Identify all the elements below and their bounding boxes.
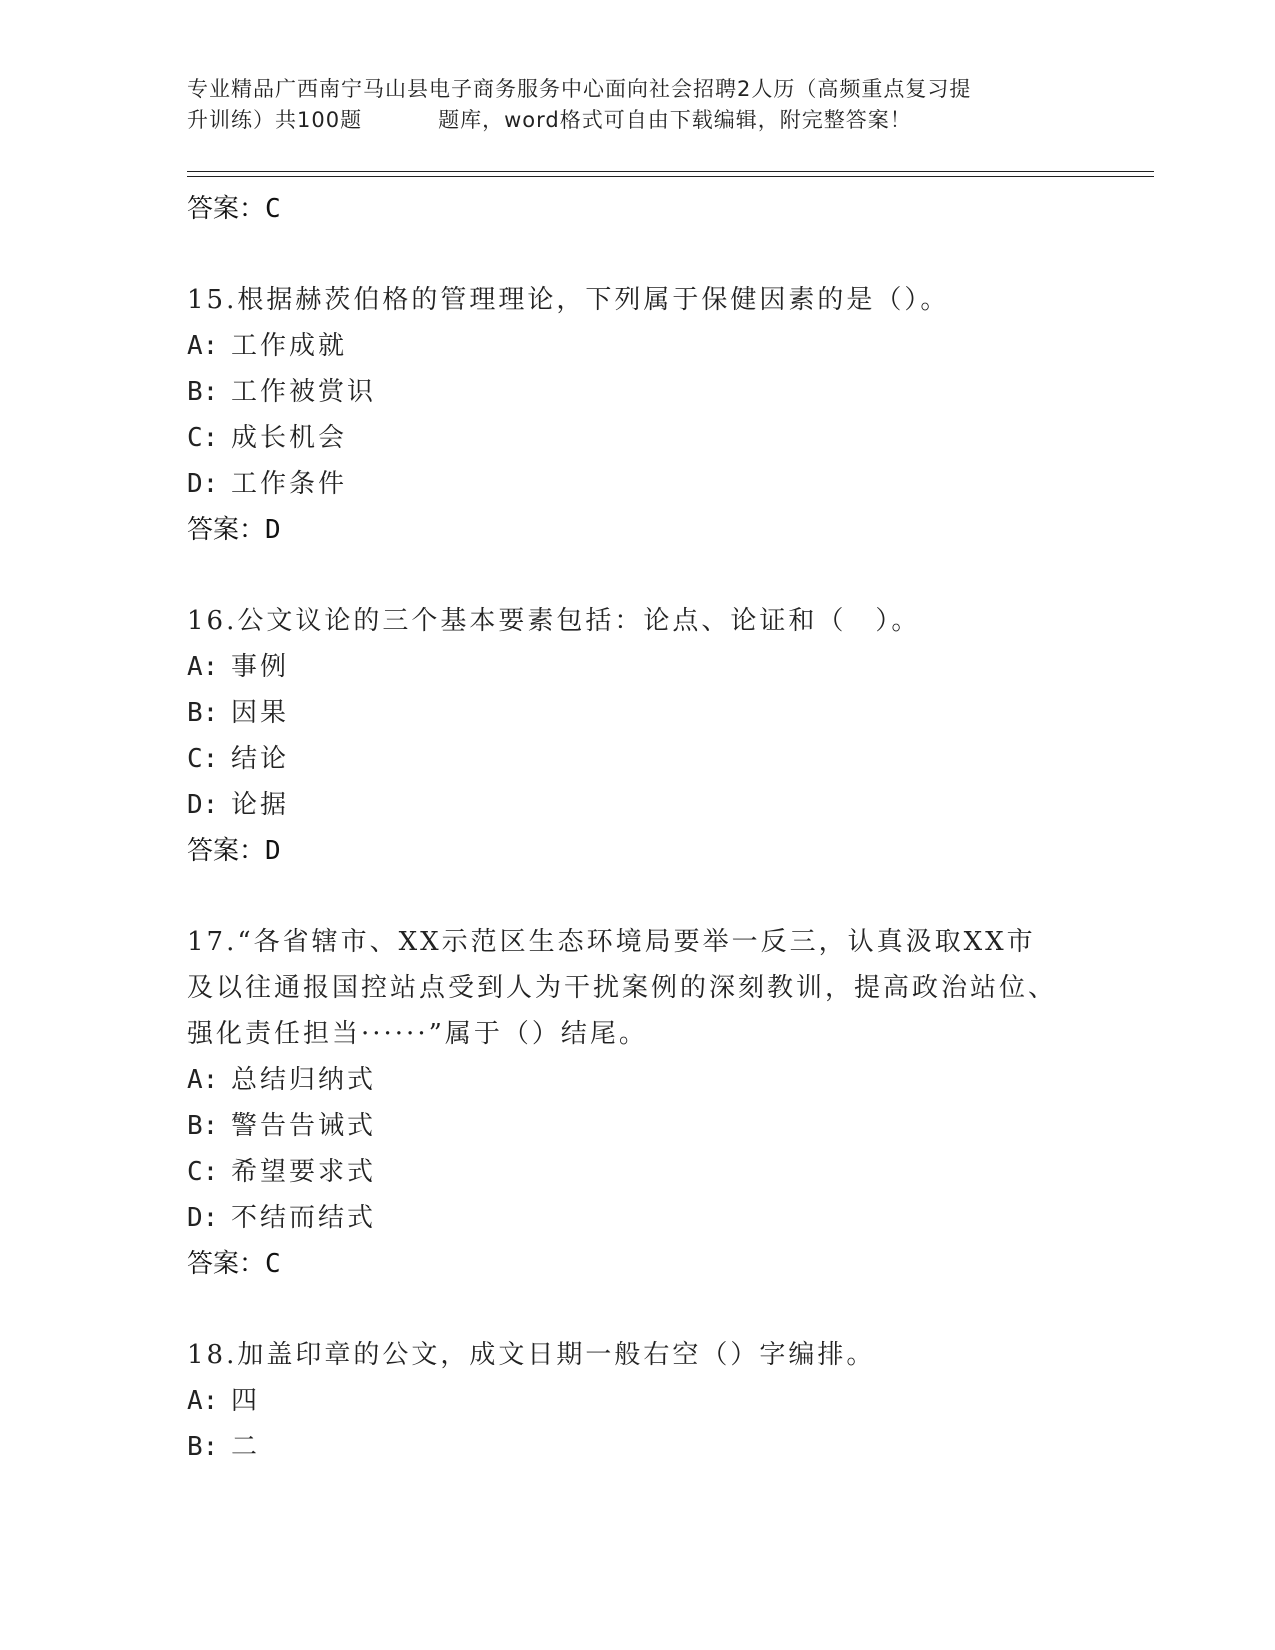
document-header [187, 74, 1087, 136]
answer: 答案：C [187, 1249, 281, 1279]
question-text: 16.公文议论的三个基本要素包括：论点、论证和（ ）。 [187, 606, 921, 636]
header-divider-top [187, 171, 1154, 172]
option-b: B: 警告告诫式 [187, 1111, 377, 1141]
header-line-1: 专业精品广西南宁马山县电子商务服务中心面向社会招聘2人历（高频重点复习提 [187, 77, 972, 101]
option-d: D: 不结而结式 [187, 1203, 377, 1233]
option-a: A: 四 [187, 1386, 261, 1416]
option-c: C: 结论 [187, 744, 290, 774]
previous-answer [187, 186, 1107, 232]
question-18 [187, 1332, 1107, 1470]
question-text: 15.根据赫茨伯格的管理理论，下列属于保健因素的是（）。 [187, 285, 950, 315]
header-line-2 [187, 105, 1087, 136]
header-divider-bottom [187, 176, 1154, 177]
option-d: D: 工作条件 [187, 469, 348, 499]
answer-value: C [265, 194, 281, 224]
header-line-2-part-2: 题库，word格式可自由下载编辑，附完整答案！ [438, 108, 912, 132]
option-a: A: 事例 [187, 652, 290, 682]
document-body [187, 186, 1107, 1470]
option-d: D: 论据 [187, 790, 290, 820]
answer: 答案：D [187, 836, 281, 866]
option-c: C: 希望要求式 [187, 1157, 377, 1187]
answer-label: 答案： [187, 194, 266, 224]
option-b: B: 二 [187, 1432, 261, 1462]
option-c: C: 成长机会 [187, 423, 348, 453]
question-text: 18.加盖印章的公文，成文日期一般右空（）字编排。 [187, 1340, 876, 1370]
header-line-2-part-1: 升训练）共100题 [187, 108, 363, 132]
option-a: A: 工作成就 [187, 331, 348, 361]
question-text: 17.“各省辖市、XX示范区生态环境局要举一反三，认真汲取XX市及以往通报国控站点受到人为干扰案例的深刻教训，提高政治站位、强化责任担当······”属于（）结尾。 [187, 927, 1058, 1049]
option-b: B: 工作被赏识 [187, 377, 377, 407]
option-a: A: 总结归纳式 [187, 1065, 377, 1095]
question-15 [187, 277, 1107, 553]
option-b: B: 因果 [187, 698, 290, 728]
question-17 [187, 919, 1107, 1287]
answer: 答案：D [187, 515, 281, 545]
question-16 [187, 598, 1107, 874]
